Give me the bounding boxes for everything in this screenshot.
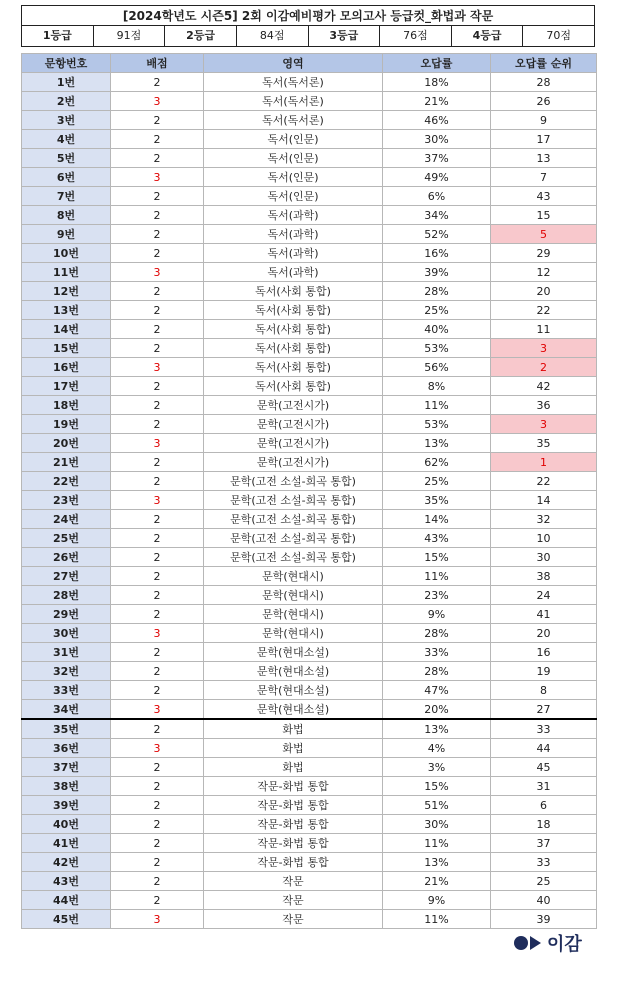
points-cell: 2	[111, 529, 204, 548]
area-cell: 문학(고전시가)	[204, 396, 383, 415]
table-row	[22, 396, 597, 415]
area-cell: 작문-화법 통합	[204, 815, 383, 834]
area-cell: 화법	[204, 739, 383, 758]
points-cell: 2	[111, 73, 204, 92]
points-cell: 2	[111, 149, 204, 168]
points-cell: 3	[111, 263, 204, 282]
error-rank-cell: 43	[491, 187, 597, 206]
error-rank-cell: 7	[491, 168, 597, 187]
points-cell: 2	[111, 662, 204, 681]
table-row	[22, 643, 597, 662]
question-number: 8번	[22, 206, 111, 225]
area-cell: 문학(현대시)	[204, 586, 383, 605]
error-rate-cell: 49%	[383, 168, 491, 187]
area-cell: 문학(현대시)	[204, 605, 383, 624]
question-number: 36번	[22, 739, 111, 758]
question-number: 12번	[22, 282, 111, 301]
points-cell: 3	[111, 434, 204, 453]
error-rank-cell: 5	[491, 225, 597, 244]
grade-4-label: 4등급	[452, 26, 524, 46]
question-number: 17번	[22, 377, 111, 396]
table-row	[22, 472, 597, 491]
question-number: 31번	[22, 643, 111, 662]
grade-3-score: 76점	[380, 26, 452, 46]
page-title: [2024학년도 시즌5] 2회 이감예비평가 모의고사 등급컷_화법과 작문	[22, 6, 594, 26]
question-number: 25번	[22, 529, 111, 548]
question-number: 41번	[22, 834, 111, 853]
question-number: 39번	[22, 796, 111, 815]
question-number: 35번	[22, 719, 111, 739]
area-cell: 문학(고전 소설-희곡 통합)	[204, 491, 383, 510]
table-row	[22, 662, 597, 681]
question-number: 15번	[22, 339, 111, 358]
error-rank-cell: 27	[491, 700, 597, 720]
error-rank-cell: 42	[491, 377, 597, 396]
error-rate-cell: 34%	[383, 206, 491, 225]
table-row	[22, 320, 597, 339]
area-cell: 작문	[204, 910, 383, 929]
table-row	[22, 206, 597, 225]
error-rate-cell: 11%	[383, 567, 491, 586]
error-rank-cell: 31	[491, 777, 597, 796]
question-number: 32번	[22, 662, 111, 681]
grade-1-score: 91점	[94, 26, 166, 46]
area-cell: 문학(고전 소설-희곡 통합)	[204, 529, 383, 548]
table-row	[22, 758, 597, 777]
question-number: 3번	[22, 111, 111, 130]
area-cell: 화법	[204, 719, 383, 739]
error-rate-cell: 25%	[383, 472, 491, 491]
table-row	[22, 73, 597, 92]
error-rate-cell: 62%	[383, 453, 491, 472]
error-rate-cell: 46%	[383, 111, 491, 130]
question-number: 44번	[22, 891, 111, 910]
area-cell: 독서(과학)	[204, 225, 383, 244]
question-number: 20번	[22, 434, 111, 453]
table-row	[22, 700, 597, 720]
question-number: 6번	[22, 168, 111, 187]
area-cell: 독서(독서론)	[204, 92, 383, 111]
points-cell: 2	[111, 320, 204, 339]
table-row	[22, 624, 597, 643]
error-rate-cell: 8%	[383, 377, 491, 396]
table-row	[22, 586, 597, 605]
error-rank-cell: 38	[491, 567, 597, 586]
error-rank-cell: 17	[491, 130, 597, 149]
area-cell: 작문-화법 통합	[204, 796, 383, 815]
question-number: 37번	[22, 758, 111, 777]
error-rank-cell: 19	[491, 662, 597, 681]
table-row	[22, 130, 597, 149]
table-row	[22, 872, 597, 891]
error-rank-cell: 12	[491, 263, 597, 282]
col-header-area: 영역	[204, 54, 383, 73]
area-cell: 독서(과학)	[204, 263, 383, 282]
table-row	[22, 491, 597, 510]
error-rank-cell: 22	[491, 472, 597, 491]
error-rank-cell: 39	[491, 910, 597, 929]
question-number: 28번	[22, 586, 111, 605]
error-rate-cell: 28%	[383, 282, 491, 301]
area-cell: 독서(사회 통합)	[204, 377, 383, 396]
error-rate-cell: 33%	[383, 643, 491, 662]
area-cell: 문학(고전시가)	[204, 415, 383, 434]
points-cell: 2	[111, 719, 204, 739]
points-cell: 2	[111, 225, 204, 244]
error-rate-cell: 52%	[383, 225, 491, 244]
error-rate-cell: 35%	[383, 491, 491, 510]
error-rate-cell: 9%	[383, 891, 491, 910]
error-rate-cell: 30%	[383, 130, 491, 149]
table-row	[22, 777, 597, 796]
question-number: 23번	[22, 491, 111, 510]
question-number: 4번	[22, 130, 111, 149]
error-rate-cell: 47%	[383, 681, 491, 700]
error-rate-cell: 30%	[383, 815, 491, 834]
error-rank-cell: 45	[491, 758, 597, 777]
col-header-error-rate: 오답률	[383, 54, 491, 73]
error-rank-cell: 2	[491, 358, 597, 377]
question-number: 38번	[22, 777, 111, 796]
error-rate-cell: 20%	[383, 700, 491, 720]
table-row	[22, 529, 597, 548]
table-row	[22, 339, 597, 358]
igam-logo-mark-icon	[514, 936, 541, 950]
area-cell: 문학(현대시)	[204, 567, 383, 586]
error-rank-cell: 22	[491, 301, 597, 320]
error-rate-table	[21, 53, 597, 929]
error-rate-cell: 18%	[383, 73, 491, 92]
table-row	[22, 681, 597, 700]
question-number: 18번	[22, 396, 111, 415]
question-number: 7번	[22, 187, 111, 206]
area-cell: 독서(사회 통합)	[204, 301, 383, 320]
error-rate-cell: 11%	[383, 910, 491, 929]
area-cell: 독서(사회 통합)	[204, 358, 383, 377]
area-cell: 독서(독서론)	[204, 111, 383, 130]
table-row	[22, 111, 597, 130]
grade-1-label: 1등급	[22, 26, 94, 46]
table-row	[22, 92, 597, 111]
error-rate-cell: 3%	[383, 758, 491, 777]
error-rank-cell: 13	[491, 149, 597, 168]
table-row	[22, 358, 597, 377]
area-cell: 독서(과학)	[204, 244, 383, 263]
table-row	[22, 605, 597, 624]
table-row	[22, 225, 597, 244]
table-row	[22, 834, 597, 853]
error-rate-cell: 53%	[383, 415, 491, 434]
area-cell: 독서(과학)	[204, 206, 383, 225]
error-rank-cell: 3	[491, 339, 597, 358]
table-row	[22, 719, 597, 739]
table-row	[22, 910, 597, 929]
table-row	[22, 263, 597, 282]
points-cell: 2	[111, 301, 204, 320]
points-cell: 2	[111, 758, 204, 777]
area-cell: 작문	[204, 872, 383, 891]
error-rank-cell: 6	[491, 796, 597, 815]
points-cell: 2	[111, 282, 204, 301]
table-row	[22, 282, 597, 301]
table-row	[22, 187, 597, 206]
error-rate-cell: 51%	[383, 796, 491, 815]
area-cell: 작문-화법 통합	[204, 834, 383, 853]
points-cell: 2	[111, 891, 204, 910]
table-row	[22, 377, 597, 396]
error-rate-cell: 28%	[383, 624, 491, 643]
grade-4-score: 70점	[546, 29, 571, 42]
points-cell: 2	[111, 548, 204, 567]
question-number: 27번	[22, 567, 111, 586]
points-cell: 2	[111, 796, 204, 815]
error-rank-cell: 33	[491, 853, 597, 872]
error-rate-cell: 56%	[383, 358, 491, 377]
points-cell: 2	[111, 453, 204, 472]
area-cell: 화법	[204, 758, 383, 777]
area-cell: 문학(고전 소설-희곡 통합)	[204, 472, 383, 491]
points-cell: 2	[111, 415, 204, 434]
error-rank-cell: 1	[491, 453, 597, 472]
error-rank-cell: 41	[491, 605, 597, 624]
error-rank-cell: 24	[491, 586, 597, 605]
question-number: 16번	[22, 358, 111, 377]
error-rank-cell: 37	[491, 834, 597, 853]
area-cell: 문학(현대소설)	[204, 681, 383, 700]
error-rate-cell: 4%	[383, 739, 491, 758]
error-rank-cell: 36	[491, 396, 597, 415]
points-cell: 2	[111, 472, 204, 491]
error-rank-cell: 32	[491, 510, 597, 529]
area-cell: 문학(현대소설)	[204, 643, 383, 662]
area-cell: 문학(고전시가)	[204, 434, 383, 453]
error-rate-cell: 40%	[383, 320, 491, 339]
error-rank-cell: 35	[491, 434, 597, 453]
grade-cut-row	[22, 26, 594, 46]
points-cell: 2	[111, 605, 204, 624]
error-rate-cell: 21%	[383, 872, 491, 891]
error-rate-cell: 13%	[383, 434, 491, 453]
error-rate-cell: 11%	[383, 396, 491, 415]
grade-cut-header	[21, 5, 595, 47]
points-cell: 2	[111, 244, 204, 263]
points-cell: 2	[111, 815, 204, 834]
error-rank-cell: 9	[491, 111, 597, 130]
table-row	[22, 891, 597, 910]
question-number: 14번	[22, 320, 111, 339]
error-rate-cell: 9%	[383, 605, 491, 624]
error-rate-cell: 14%	[383, 510, 491, 529]
error-rank-cell: 20	[491, 282, 597, 301]
question-number: 22번	[22, 472, 111, 491]
points-cell: 2	[111, 681, 204, 700]
points-cell: 2	[111, 111, 204, 130]
error-rate-cell: 21%	[383, 92, 491, 111]
table-row	[22, 415, 597, 434]
grade-2-label: 2등급	[165, 26, 237, 46]
error-rank-cell: 3	[491, 415, 597, 434]
question-number: 42번	[22, 853, 111, 872]
table-row	[22, 301, 597, 320]
area-cell: 작문-화법 통합	[204, 853, 383, 872]
error-rate-cell: 15%	[383, 777, 491, 796]
table-row	[22, 244, 597, 263]
area-cell: 독서(인문)	[204, 130, 383, 149]
error-rank-cell: 16	[491, 643, 597, 662]
error-rate-cell: 6%	[383, 187, 491, 206]
question-number: 5번	[22, 149, 111, 168]
area-cell: 독서(독서론)	[204, 73, 383, 92]
table-row	[22, 548, 597, 567]
area-cell: 작문-화법 통합	[204, 777, 383, 796]
error-rank-cell: 44	[491, 739, 597, 758]
error-rank-cell: 33	[491, 719, 597, 739]
error-rate-cell: 25%	[383, 301, 491, 320]
logo-text: 이감	[547, 934, 582, 955]
area-cell: 문학(고전 소설-희곡 통합)	[204, 548, 383, 567]
error-rank-cell: 26	[491, 92, 597, 111]
area-cell: 독서(인문)	[204, 149, 383, 168]
question-number: 29번	[22, 605, 111, 624]
table-row	[22, 149, 597, 168]
points-cell: 3	[111, 491, 204, 510]
area-cell: 독서(사회 통합)	[204, 282, 383, 301]
area-cell: 독서(인문)	[204, 168, 383, 187]
points-cell: 2	[111, 643, 204, 662]
error-rank-cell: 40	[491, 891, 597, 910]
question-number: 21번	[22, 453, 111, 472]
error-rank-cell: 8	[491, 681, 597, 700]
table-row	[22, 853, 597, 872]
points-cell: 2	[111, 396, 204, 415]
table-body	[22, 73, 597, 929]
points-cell: 3	[111, 739, 204, 758]
points-cell: 3	[111, 624, 204, 643]
error-rank-cell: 18	[491, 815, 597, 834]
question-number: 45번	[22, 910, 111, 929]
col-header-question: 문항번호	[22, 54, 111, 73]
error-rate-cell: 39%	[383, 263, 491, 282]
error-rank-cell: 25	[491, 872, 597, 891]
question-number: 43번	[22, 872, 111, 891]
igam-logo	[514, 931, 596, 955]
points-cell: 2	[111, 567, 204, 586]
question-number: 40번	[22, 815, 111, 834]
question-number: 11번	[22, 263, 111, 282]
area-cell: 작문	[204, 891, 383, 910]
error-rate-cell: 23%	[383, 586, 491, 605]
table-row	[22, 796, 597, 815]
question-number: 9번	[22, 225, 111, 244]
error-rate-cell: 37%	[383, 149, 491, 168]
error-rank-cell: 28	[491, 73, 597, 92]
question-number: 13번	[22, 301, 111, 320]
table-row	[22, 739, 597, 758]
grade-3-label: 3등급	[309, 26, 381, 46]
question-number: 10번	[22, 244, 111, 263]
table-row	[22, 815, 597, 834]
points-cell: 2	[111, 586, 204, 605]
points-cell: 3	[111, 700, 204, 720]
error-rate-cell: 28%	[383, 662, 491, 681]
col-header-points: 배점	[111, 54, 204, 73]
error-rate-cell: 53%	[383, 339, 491, 358]
points-cell: 3	[111, 168, 204, 187]
error-rank-cell: 30	[491, 548, 597, 567]
question-number: 1번	[22, 73, 111, 92]
points-cell: 2	[111, 339, 204, 358]
points-cell: 2	[111, 187, 204, 206]
points-cell: 3	[111, 358, 204, 377]
points-cell: 2	[111, 777, 204, 796]
error-rate-cell: 13%	[383, 853, 491, 872]
error-rank-cell: 29	[491, 244, 597, 263]
points-cell: 2	[111, 206, 204, 225]
table-row	[22, 168, 597, 187]
error-rank-cell: 15	[491, 206, 597, 225]
grade-2-score: 84점	[237, 26, 309, 46]
error-rank-cell: 10	[491, 529, 597, 548]
area-cell: 문학(현대소설)	[204, 662, 383, 681]
table-row	[22, 510, 597, 529]
error-rank-cell: 14	[491, 491, 597, 510]
question-number: 19번	[22, 415, 111, 434]
question-number: 24번	[22, 510, 111, 529]
table-header-row	[22, 54, 597, 73]
area-cell: 독서(사회 통합)	[204, 320, 383, 339]
error-rate-cell: 11%	[383, 834, 491, 853]
col-header-error-rank: 오답률 순위	[491, 54, 597, 73]
error-rate-cell: 13%	[383, 719, 491, 739]
points-cell: 2	[111, 834, 204, 853]
table-row	[22, 434, 597, 453]
points-cell: 2	[111, 130, 204, 149]
points-cell: 2	[111, 510, 204, 529]
question-number: 33번	[22, 681, 111, 700]
area-cell: 문학(고전 소설-희곡 통합)	[204, 510, 383, 529]
table-row	[22, 567, 597, 586]
error-rate-cell: 16%	[383, 244, 491, 263]
table-row	[22, 453, 597, 472]
area-cell: 문학(현대소설)	[204, 700, 383, 720]
error-rank-cell: 11	[491, 320, 597, 339]
question-number: 26번	[22, 548, 111, 567]
error-rank-cell: 20	[491, 624, 597, 643]
points-cell: 2	[111, 377, 204, 396]
area-cell: 문학(현대시)	[204, 624, 383, 643]
points-cell: 3	[111, 910, 204, 929]
question-number: 2번	[22, 92, 111, 111]
points-cell: 3	[111, 92, 204, 111]
area-cell: 문학(고전시가)	[204, 453, 383, 472]
points-cell: 2	[111, 853, 204, 872]
error-rate-cell: 43%	[383, 529, 491, 548]
area-cell: 독서(사회 통합)	[204, 339, 383, 358]
question-number: 34번	[22, 700, 111, 720]
question-number: 30번	[22, 624, 111, 643]
area-cell: 독서(인문)	[204, 187, 383, 206]
error-rate-cell: 15%	[383, 548, 491, 567]
points-cell: 2	[111, 872, 204, 891]
